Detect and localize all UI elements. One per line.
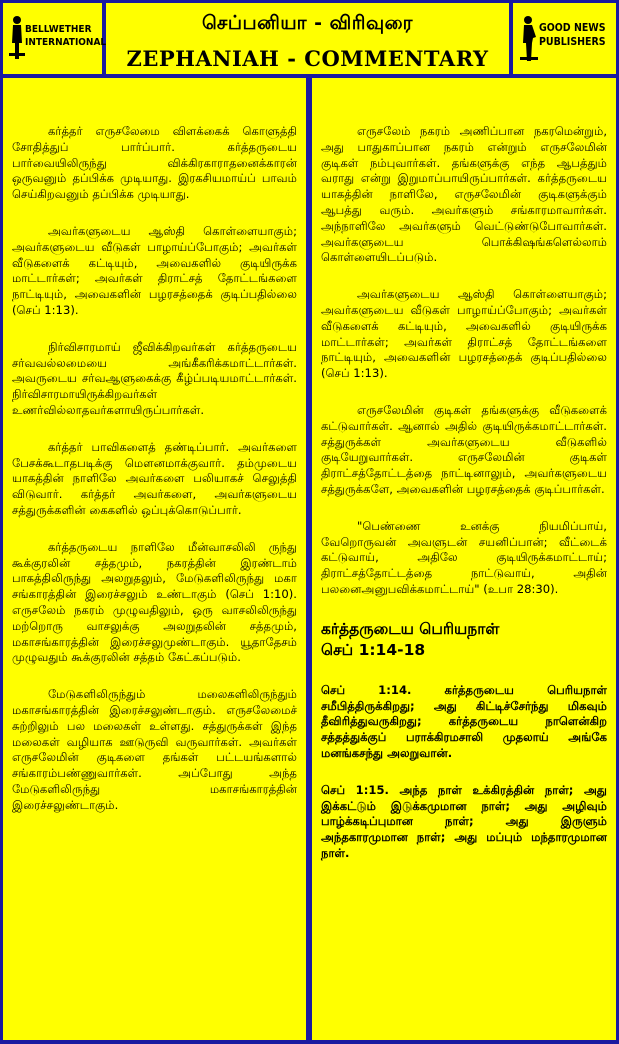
paragraph: மேடுகளிலிருந்தும் மலைகளிலிருந்தும் மகாசங்காரத்தின் இரைச்சலுண்டாகும். எருசலேமைச் சுற்றிலும் பல மலைகள் உள்ளது. சத்துருக்கள் இந்த மலைகள் வழியாக ஊடுருவி வருவார்கள். அவர்கள் எருசலேமின் குடிகளை தங்கள் பட்டயங்களால் சங்காரம்பண்ணுவார்கள். அப்போது அந்த மேடுகளிலிருந்து மகாசங்காரத்தின் இரைச்சலுண்டாகும். <box>12 687 297 812</box>
good-news-logo-text <box>539 21 606 49</box>
logo-left-line2: INTERNATIONAL <box>25 37 107 48</box>
paragraph: கர்த்தர் பாவிகளைத் தண்டிப்பார். அவர்களை பேசக்கூடாதபடிக்கு மௌனமாக்குவார். தம்முடைய யாகத்தின் நாளிலே அவர்களை பலியாகச் செலுத்தி விடுவார். கர்த்தர் அவர்களை, அவர்களுடைய சத்துருக்களின் கைகளில் ஒப்புக்கொடுப்பார். <box>12 439 297 517</box>
paragraph: "பெண்ணை உனக்கு நியமிப்பாய், வேறொருவன் அவளுடன் சயனிப்பான்; வீட்டைக் கட்டுவாய், அதிலே குடியிருக்கமாட்டாய்; திராட்சத்தோட்டத்தை நாட்டுவாய், அதின் பலனைஅனுபவிக்கமாட்டாய்" (உபா 28:30). <box>321 518 607 596</box>
paragraph: நிர்விசாரமாய் ஜீவிக்கிறவர்கள் கர்த்தருடைய சர்வவல்லமையை அங்கீகரிக்கமாட்டார்கள். அவருடைய சர்வஆளுகைக்கு கீழ்ப்படியமாட்டார்கள். நிர்விசாரமாயிருக்கிறவர்கள் உணர்வில்லாதவர்களாயிருப்பார்கள். <box>12 339 297 417</box>
bellwether-logo-box <box>3 3 107 74</box>
logo-left-line1: BELLWETHER <box>25 24 92 35</box>
paragraph: கர்த்தர் எருசலேமை விளக்கைக் கொளுத்தி சோதித்துப் பார்ப்பார். கர்த்தருடைய பார்வையிலிருந்து விக்கிரகாராதனைக்காரன் ஒருவனும் தப்பிக்க முடியாது. இரகசியமாய்ப் பாவம் செய்கிறவனும் தப்பிக்க முடியாது. <box>12 124 297 202</box>
left-column-text <box>12 124 297 834</box>
page-title-tamil: செப்பனியா - விரிவுரை <box>202 12 413 34</box>
logo-right-line1: GOOD NEWS <box>539 22 606 34</box>
section-heading <box>321 619 607 661</box>
bellwether-logo-text <box>25 23 106 49</box>
section-heading-title: கர்த்தருடைய பெரியநாள் <box>321 619 500 638</box>
verse-paragraph: செப் 1:15. அந்த நாள் உக்கிரத்தின் நாள்; அது இக்கட்டும் இடுக்கமுமான நாள்; அது அழிவும் பாழ்க்கடிப்புமான நாள்; அது இருளும் அந்தகாரமுமான நாள்; அது மப்பும் மந்தாரமுமான நாள். <box>321 782 607 860</box>
bellwether-logo <box>7 11 107 67</box>
paragraph: கர்த்தருடைய நாளிலே மீன்வாசலிலி ருந்து கூக்குரலின் சத்தமும், நகரத்தின் இரண்டாம் பாகத்திலிருந்து அலறுதலும், மேடுகளிலிருந்து மகா சங்காரத்தின் இரைச்சலும் உண்டாகும் (செப் 1:10). எருசலேம் நகரம் முழுவதிலும், ஒரு வாசலிலிருந்து மற்றொரு வாசலுக்கு அலறுதலின் சத்தமும், மகாசங்காரத்தின் இரைச்சலுமுண்டாகும். யூதாதேசம் முழுவதும் கூக்குரலின் சத்தம் கேட்கப்படும். <box>12 539 297 665</box>
right-column <box>312 78 616 1040</box>
left-column <box>3 78 306 1040</box>
right-column-text <box>321 124 607 883</box>
good-news-logo-box <box>513 3 616 74</box>
logo-right-line2: PUBLISHERS <box>539 36 606 48</box>
section-heading-reference: செப் 1:14-18 <box>321 640 426 659</box>
paragraph: அவர்களுடைய ஆஸ்தி கொள்ளையாகும்; அவர்களுடைய வீடுகள் பாழாய்ப்போகும்; அவர்கள் வீடுகளைக் கட்டியும், அவைகளில் குடியிருக்க மாட்டார்கள்; அவர்கள் திராட்சத் தோட்டங்களை நாட்டியும், அவைகளின் பழரசத்தைக் குடிப்பதில்லை (செப் 1:13). <box>12 223 297 317</box>
paragraph: எருசலேமின் குடிகள் தங்களுக்கு வீடுகளைக் கட்டுவார்கள். ஆனால் அதில் குடியிருக்கமாட்டார்கள். சத்துருக்கள் அவர்களுடைய வீடுகளில் குடியேறுவார்கள். எருசலேமின் குடிகள் திராட்சத்தோட்டத்தை நாட்டினாலும், அவர்களுடைய சத்துருக்களே, அவைகளின் பழரசத்தைக் குடிப்பார்கள். <box>321 402 607 496</box>
paragraph: எருசலேம் நகரம் அணிப்பான நகரமென்றும், அது பாதுகாப்பான நகரம் என்றும் எருசலேமின் குடிகள் நம்புவார்கள். தங்களுக்கு எந்த ஆபத்தும் வராது என்று இறுமாப்பாயிருப்பார்கள். கர்த்தருடைய யாகத்தின் நாளிலே, எருசலேமின் குடிகளுக்கும் ஆபத்து வரும். அவர்களும் சங்காரமாவார்கள். அந்நாளிலே அவர்களும் வெட்டுண்டுபோவார்கள். அவர்களுடைய பொக்கிஷங்களெல்லாம் கொள்ளையிடப்படும். <box>321 124 607 265</box>
page-title-english: ZEPHANIAH - COMMENTARY <box>126 46 489 71</box>
figure-icon <box>519 15 539 63</box>
good-news-logo <box>517 11 612 67</box>
verse-paragraph: செப் 1:14. கர்த்தருடைய பெரியநாள் சமீபித்திருக்கிறது; அது கிட்டிச்சேர்ந்து மிகவும் தீவிரித்துவருகிறது; கர்த்தருடைய நாளென்கிற சத்தத்துக்குப் பராக்கிரமசாலி முதலாய் அங்கே மனங்கசந்து அலறுவான். <box>321 682 607 760</box>
paragraph: அவர்களுடைய ஆஸ்தி கொள்ளையாகும்; அவர்களுடைய வீடுகள் பாழாய்ப்போகும்; அவர்கள் வீடுகளைக் கட்டியும், அவைகளில் குடியிருக்க மாட்டார்கள்; அவர்கள் திராட்சத் தோட்டங்களை நாட்டியும், அவைகளின் பழரசத்தைக் குடிப்பதில்லை (செப் 1:13). <box>321 287 607 381</box>
title-box <box>106 3 509 74</box>
figure-icon <box>9 15 25 61</box>
